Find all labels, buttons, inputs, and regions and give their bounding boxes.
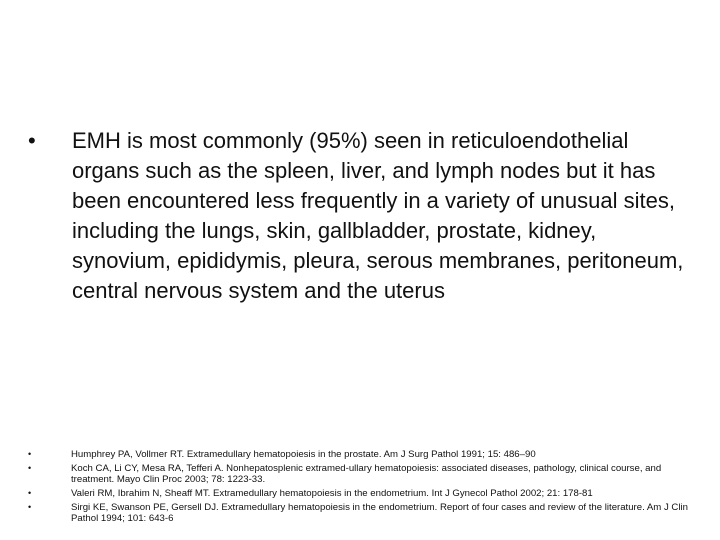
reference-text: Valeri RM, Ibrahim N, Sheaff MT. Extramedullary hematopoiesis in the endometrium. Int J Gynecol Pathol 2002; 21: 178-81 — [71, 487, 593, 499]
references-list — [28, 449, 694, 527]
reference-item — [28, 449, 694, 461]
reference-item — [28, 502, 694, 525]
reference-item — [28, 488, 694, 500]
bullet-icon: • — [28, 487, 32, 498]
reference-text: Humphrey PA, Vollmer RT. Extramedullary hematopoiesis in the prostate. Am J Surg Pathol 1991; 15: 486–90 — [71, 449, 536, 460]
bullet-icon: • — [28, 462, 32, 473]
bullet-icon: • — [28, 449, 32, 459]
main-bullet-text: EMH is most commonly (95%) seen in reticuloendothelial organs such as the spleen, liver, and lymph nodes but it has been encountered less frequently in a variety of unusual sites, including the lungs, skin, gallbladder, prostate, kidney, synovium, epididymis, pleura, serous membranes, peritoneum, central nervous system and the uterus — [72, 128, 684, 303]
reference-text: Sirgi KE, Swanson PE, Gersell DJ. Extramedullary hematopoiesis in the endometrium. Report of four cases and review of the literature. Am J Clin Pathol 1994; 101: 643-6 — [71, 501, 688, 525]
reference-item — [28, 463, 694, 486]
main-bullet-point — [28, 126, 688, 306]
bullet-icon: • — [28, 128, 36, 153]
bullet-icon: • — [28, 501, 32, 512]
reference-text: Koch CA, Li CY, Mesa RA, Tefferi A. Nonhepatosplenic extramed-ullary hematopoiesis: associated diseases, pathology, clinical course, and treatment. Mayo Clin Proc 2003; 78: 1223-33. — [71, 462, 662, 486]
